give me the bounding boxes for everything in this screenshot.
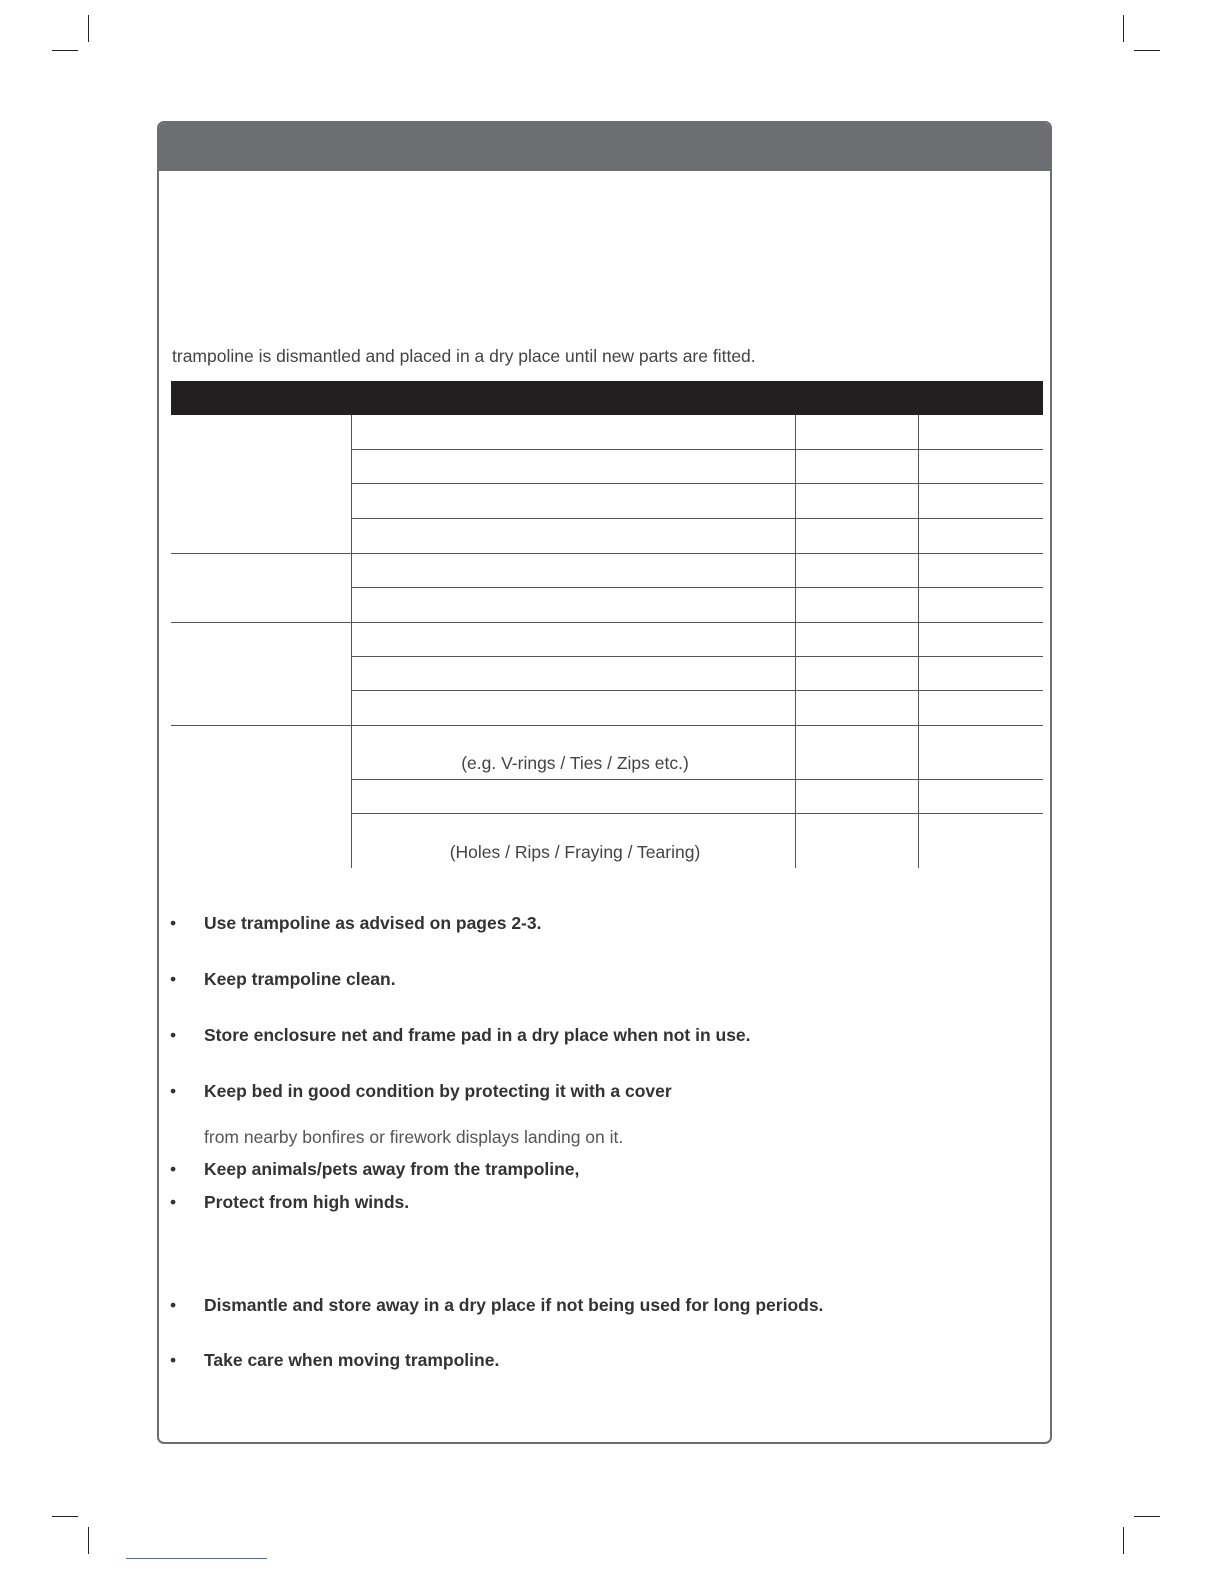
footer-rule: [126, 1558, 267, 1559]
crop-mark: [88, 1527, 89, 1554]
cover-note: from nearby bonfires or firework displays landing on it.: [204, 1127, 624, 1147]
intro-text: trampoline is dismantled and placed in a dry place until new parts are fitted.: [172, 346, 756, 366]
list-item: • Keep trampoline clean.: [170, 969, 396, 989]
bullet-icon: •: [170, 1192, 177, 1212]
bullet-icon: •: [170, 1350, 177, 1370]
crop-mark: [52, 50, 78, 51]
table-row-divider: [352, 483, 1043, 484]
maintenance-panel: [157, 121, 1052, 1444]
list-item: • Store enclosure net and frame pad in a dry place when not in use.: [170, 1025, 751, 1045]
table-group-divider: [171, 622, 1043, 623]
list-item: • Take care when moving trampoline.: [170, 1350, 500, 1370]
list-item: • Keep bed in good condition by protecting it with a cover: [170, 1081, 672, 1101]
table-row-divider: [352, 779, 1043, 780]
table-row-divider: [352, 449, 1043, 450]
table-column-divider: [795, 415, 796, 868]
bullet-icon: •: [170, 1081, 177, 1101]
list-item: • Dismantle and store away in a dry place if not being used for long periods.: [170, 1295, 824, 1315]
table-row-divider: [352, 587, 1043, 588]
table-column-divider: [918, 415, 919, 868]
table-row-divider: [352, 656, 1043, 657]
table-row-divider: [352, 813, 1043, 814]
list-item: • Use trampoline as advised on pages 2-3.: [170, 913, 542, 933]
bullet-icon: •: [170, 913, 177, 933]
table-row-divider: [352, 518, 1043, 519]
bullet-icon: •: [170, 1159, 177, 1179]
crop-mark: [88, 15, 89, 42]
crop-mark: [1123, 15, 1124, 42]
bullet-icon: •: [170, 1025, 177, 1045]
crop-mark: [1134, 1516, 1160, 1517]
list-item: • Protect from high winds.: [170, 1192, 410, 1212]
list-item: • Keep animals/pets away from the trampoline,: [170, 1159, 580, 1179]
bullet-icon: •: [170, 1295, 177, 1315]
crop-mark: [1123, 1527, 1124, 1554]
crop-mark: [52, 1516, 78, 1517]
panel-header-bar: [159, 123, 1050, 171]
table-group-divider: [171, 725, 1043, 726]
fastenings-hint: (e.g. V-rings / Ties / Zips etc.): [461, 753, 689, 773]
table-column-divider: [351, 415, 352, 868]
table-row-divider: [352, 690, 1043, 691]
crop-mark: [1134, 50, 1160, 51]
table-group-divider: [171, 553, 1043, 554]
damage-hint: (Holes / Rips / Fraying / Tearing): [449, 842, 701, 862]
table-header-row: [171, 381, 1043, 415]
bullet-icon: •: [170, 969, 177, 989]
